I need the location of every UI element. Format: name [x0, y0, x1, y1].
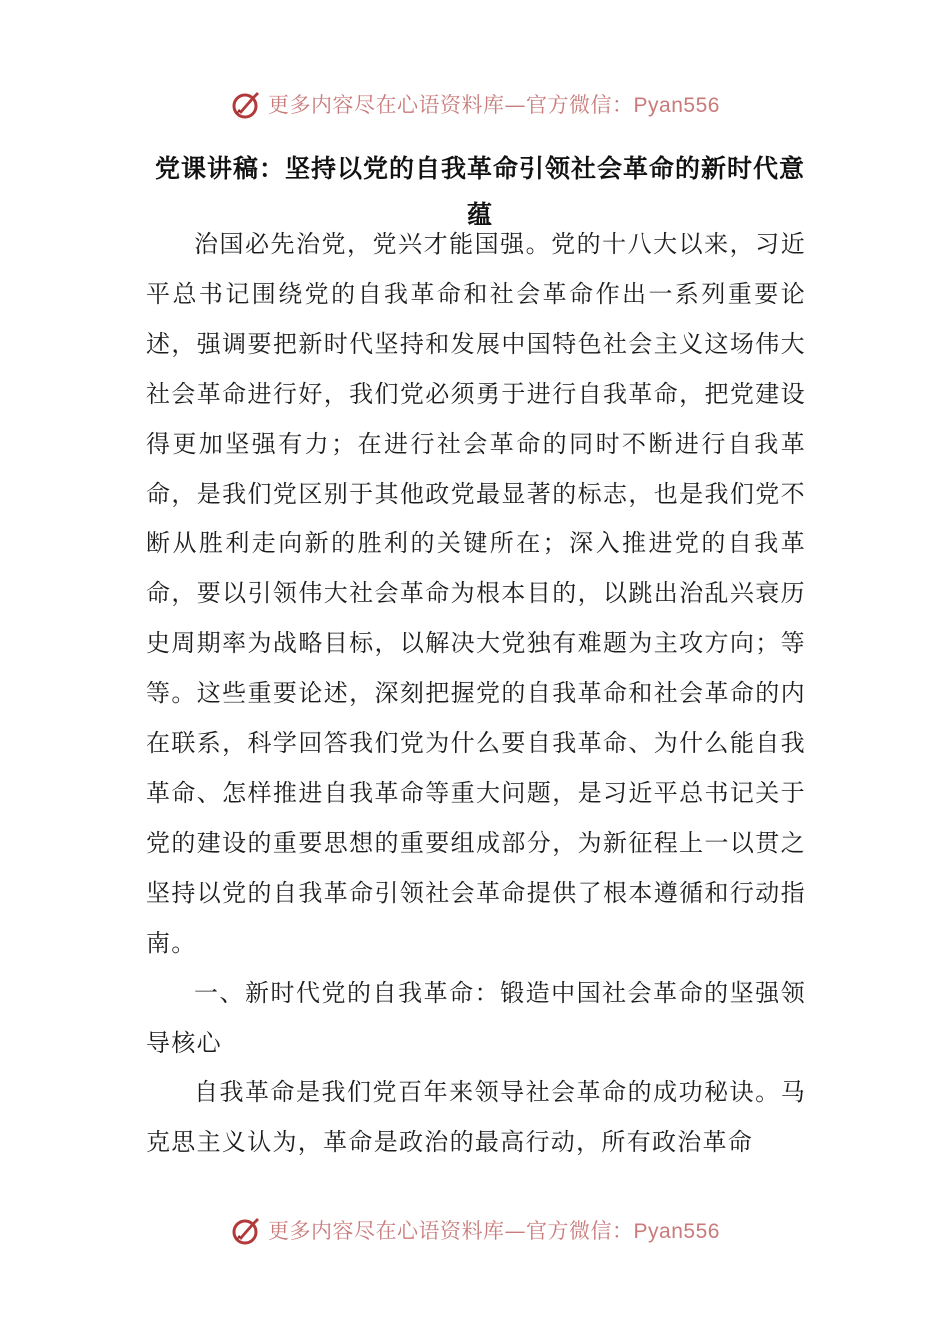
footer-banner [0, 1208, 950, 1252]
header-banner-label: 更多内容尽在心语资料库—官方微信： [268, 93, 634, 117]
header-banner-handle: Pyan556 [633, 94, 720, 117]
header-banner [0, 82, 950, 126]
footer-banner-label: 更多内容尽在心语资料库—官方微信： [268, 1219, 634, 1243]
document-body [146, 220, 806, 1168]
footer-banner-handle: Pyan556 [633, 1220, 720, 1243]
footer-banner-text [268, 1215, 720, 1245]
section-heading-one: 一、新时代党的自我革命：锻造中国社会革命的坚强领导核心 [146, 978, 806, 1057]
paragraph-intro: 治国必先治党，党兴才能国强。党的十八大以来，习近平总书记围绕党的自我革命和社会革命作出一系列重要论述，强调要把新时代坚持和发展中国特色社会主义这场伟大社会革命进行好，我们党必须勇于进行自我革命，把党建设得更加坚强有力；在进行社会革命的同时不断进行自我革命，是我们党区别于其他政党最显著的标志，也是我们党不断从胜利走向新的胜利的关键所在；深入推进党的自我革命，要以引领伟大社会革命为根本目的，以跳出治乱兴衰历史周期率为战略目标，以解决大党独有难题为主攻方向；等等。这些重要论述，深刻把握党的自我革命和社会革命的内在联系，科学回答我们党为什么要自我革命、为什么能自我革命、怎样推进自我革命等重大问题，是习近平总书记关于党的建设的重要思想的重要组成部分，为新征程上一以贯之坚持以党的自我革命引领社会革命提供了根本遵循和行动指南。 [146, 230, 806, 957]
header-banner-text [268, 89, 720, 119]
pen-nib-circle-logo [230, 87, 264, 121]
document-title: 党课讲稿：坚持以党的自我革命引领社会革命的新时代意蕴 [154, 154, 805, 229]
pen-nib-circle-logo [230, 1213, 264, 1247]
paragraph-section-one: 自我革命是我们党百年来领导社会革命的成功秘诀。马克思主义认为，革命是政治的最高行动，所有政治革命 [146, 1078, 806, 1157]
